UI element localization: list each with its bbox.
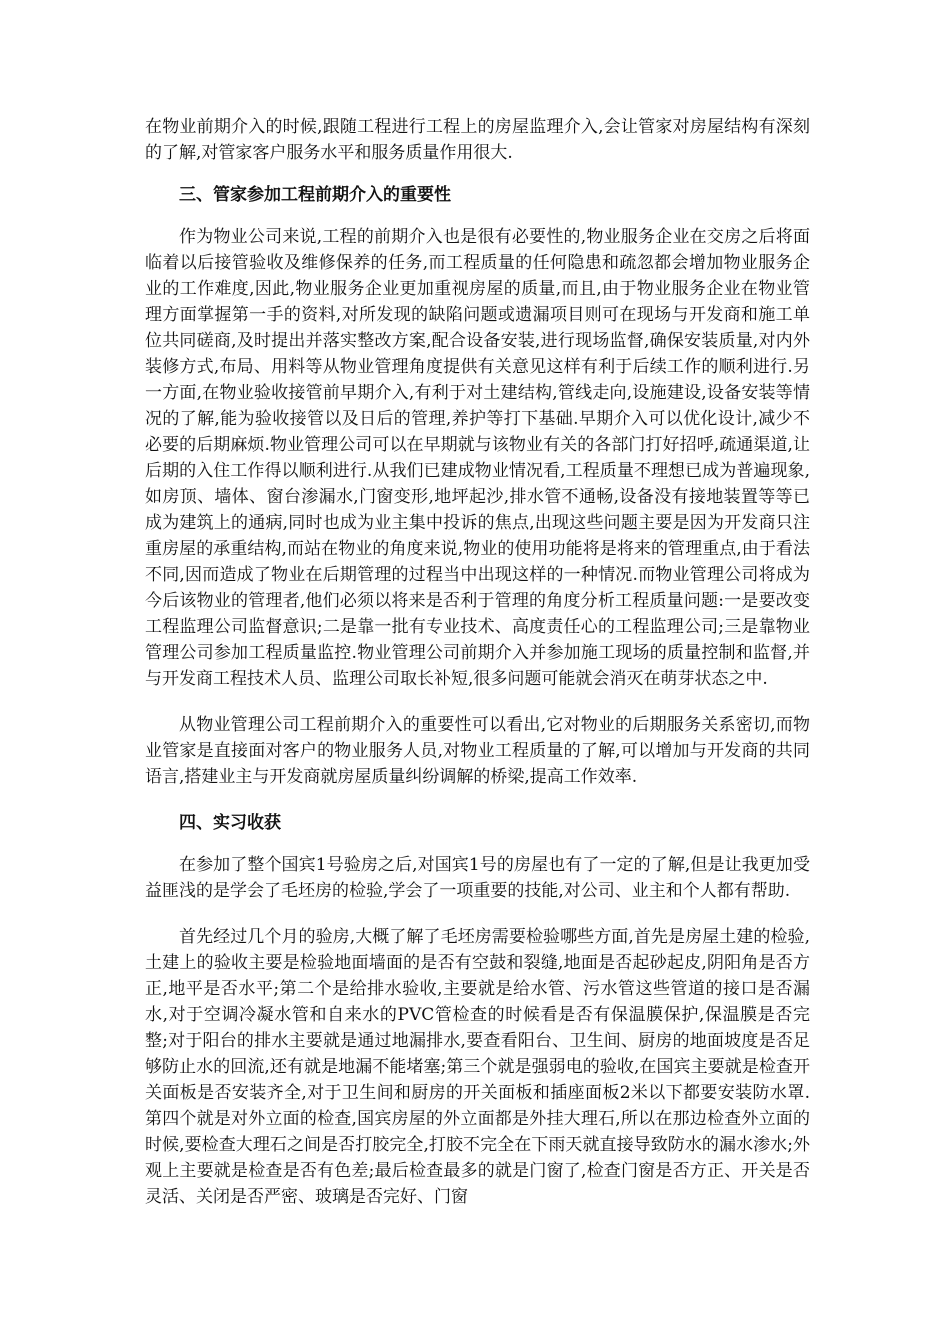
document-page xyxy=(145,114,810,1210)
section-heading-4: 四、实习收获 xyxy=(179,813,281,833)
paragraph-importance: 作为物业公司来说,工程的前期介入也是很有必要性的,物业服务企业在交房之后将面临着以后接管验收及维修保养的任务,而工程质量的任何隐患和疏忽都会增加物业服务企业的工作难度,因此,物业服务企业更加重视房屋的质量,而且,由于物业服务企业在物业管理方面掌握第一手的资料,对所发现的缺陷问题或遗漏项目则可在现场与开发商和施工单位共同磋商,及时提出并落实整改方案,配合设备安装,进行现场监督,确保安装质量,对内外装修方式,布局、用料等从物业管理角度提供有关意见这样有利于后续工作的顺利进行.另一方面,在物业验收接管前早期介入,有利于对土建结构,管线走向,设施建设,设备安装等情况的了解,能为验收接管以及日后的管理,养护等打下基础.早期介入可以优化设计,减少不必要的后期麻烦.物业管理公司可以在早期就与该物业有关的各部门打好招呼,疏通渠道,让后期的入住工作得以顺利进行.从我们已建成物业情况看,工程质量不理想已成为普遍现象,如房顶、墙体、窗台渗漏水,门窗变形,地坪起沙,排水管不通畅,设备没有接地装置等等已成为建筑上的通病,同时也成为业主集中投诉的焦点,出现这些问题主要是因为开发商只注重房屋的承重结构,而站在物业的角度来说,物业的使用功能将是将来的管理重点,由于看法不同,因而造成了物业在后期管理的过程当中出现这样的一种情况.而物业管理公司将成为今后该物业的管理者,他们必须以将来是否利于管理的角度分析工程质量问题:一是要改变工程监理公司监督意识;二是靠一批有专业技术、高度责任心的工程监理公司;三是靠物业管理公司参加工程质量监控.物业管理公司前期介入并参加施工现场的质量控制和监督,并与开发商工程技术人员、监理公司取长补短,很多问题可能就会消灭在萌芽状态之中. xyxy=(145,227,810,689)
paragraph-inspection: 首先经过几个月的验房,大概了解了毛坯房需要检验哪些方面,首先是房屋土建的检验,土建上的验收主要是检验地面墙面的是否有空鼓和裂缝,地面是否起砂起皮,阴阳角是否方正,地平是否水平;第二个是给排水验收,主要就是给水管、污水管这些管道的接口是否漏水,对于空调冷凝水管和自来水的PVC管检查的时候看是否有保温膜保护,保温膜是否完整;对于阳台的排水主要就是通过地漏排水,要查看阳台、卫生间、厨房的地面坡度是否足够防止水的回流,还有就是地漏不能堵塞;第三个就是强弱电的验收,在国宾主要就是检查开关面板是否安装齐全,对于卫生间和厨房的开关面板和插座面板2米以下都要安装防水罩.第四个就是对外立面的检查,国宾房屋的外立面都是外挂大理石,所以在那边检查外立面的时候,要检查大理石之间是否打胶完全,打胶不完全在下雨天就直接导致防水的漏水渗水;外观上主要就是检查是否有色差;最后检查最多的就是门窗了,检查门窗是否方正、开关是否灵活、关闭是否严密、玻璃是否完好、门窗 xyxy=(145,927,810,1207)
paragraph-intro: 在物业前期介入的时候,跟随工程进行工程上的房屋监理介入,会让管家对房屋结构有深刻的了解,对管家客户服务水平和服务质量作用很大. xyxy=(145,117,810,163)
paragraph-summary: 从物业管理公司工程前期介入的重要性可以看出,它对物业的后期服务关系密切,而物业管家是直接面对客户的物业服务人员,对物业工程质量的了解,可以增加与开发商的共同语言,搭建业主与开发商就房屋质量纠纷调解的桥梁,提高工作效率. xyxy=(145,715,810,787)
section-heading-3: 三、管家参加工程前期介入的重要性 xyxy=(179,185,451,205)
paragraph-gains: 在参加了整个国宾1号验房之后,对国宾1号的房屋也有了一定的了解,但是让我更加受益匪浅的是学会了毛坯房的检验,学会了一项重要的技能,对公司、业主和个人都有帮助. xyxy=(145,855,810,901)
